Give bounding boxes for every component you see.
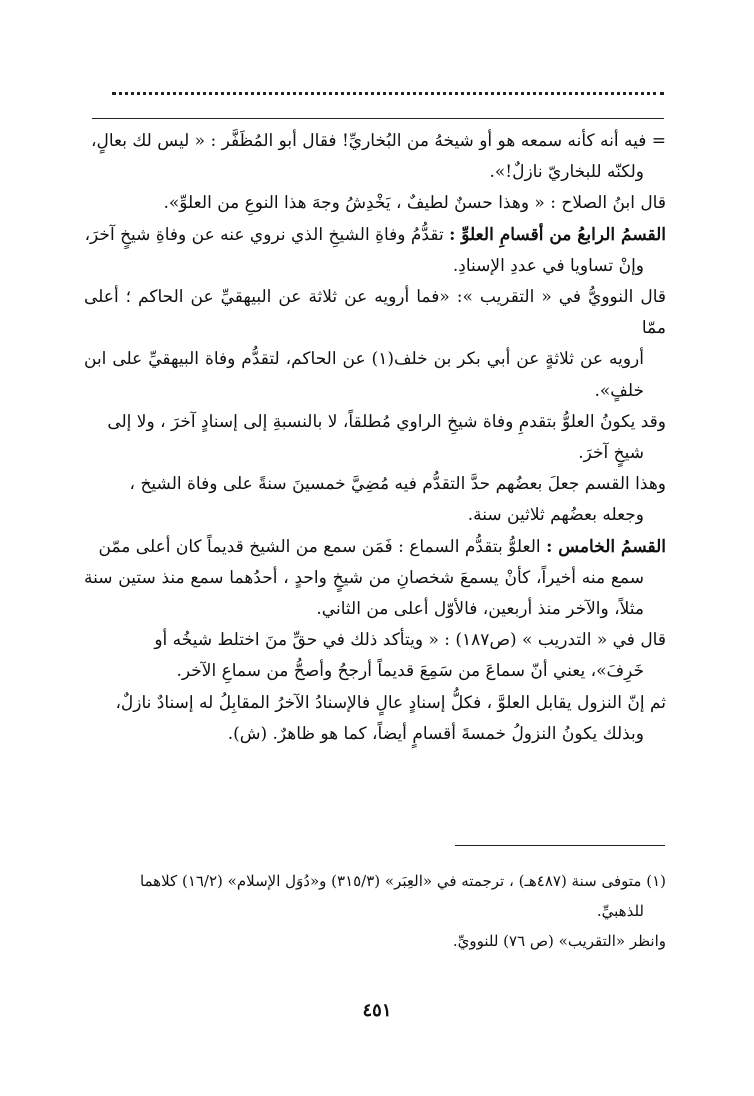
footnote-1-continuation: للذهبيِّ. xyxy=(596,902,644,920)
paragraph-2 xyxy=(84,188,666,219)
paragraph-1-line: = فيه أنه كأنه سمعه هو أو شيخهُ من البُخاريِّ! فقال أبو المُظَفَّر : « ليس لك بعالٍ، xyxy=(91,131,666,151)
paragraph-8-continuation: خَرِفَ»، يعني أنّ سماعَ من سَمِعَ قديماً أرجحُ وأصحُّ من سماعِ الآخر. xyxy=(176,661,644,682)
page-number: ٤٥١ xyxy=(362,1000,392,1021)
header-dotted-rule xyxy=(112,92,664,95)
paragraph-4-continuation: أرويه عن ثلاثةٍ عن أبي بكر بن خلف(١) عن الحاكم، لتقدُّم وفاة البيهقيِّ على ابن خلفٍ». xyxy=(84,349,644,401)
paragraph-9 xyxy=(84,688,666,750)
footnote-2-line: وانظر «التقريب» (ص ٧٦) للنوويِّ. xyxy=(452,932,666,950)
paragraph-7-line: العلوُّ بتقدُّم السماع : فَمَن سمع من الشيخ قديماً كان أعلى ممّن xyxy=(98,536,547,557)
paragraph-6-continuation: وجعله بعضُهم ثلاثين سنة. xyxy=(467,505,644,526)
header-solid-rule xyxy=(92,118,664,119)
footnotes xyxy=(84,866,666,956)
paragraph-8-line: قال في « التدريب » (ص١٨٧) : « ويتأكد ذلك في حقِّ منَ اختلط شيخُه أو xyxy=(154,630,666,651)
section-heading-fourth: القسمُ الرابعُ من أقسامِ العلوِّ : xyxy=(449,224,666,245)
paragraph-5 xyxy=(84,407,666,469)
paragraph-1 xyxy=(84,126,666,188)
paragraph-3-line: تقدُّمُ وفاةِ الشيخِ الذي نروي عنه عن وفاةِ شيخٍ آخرَ، xyxy=(84,224,450,245)
section-heading-fifth: القسمُ الخامس : xyxy=(546,536,666,557)
paragraph-8 xyxy=(84,625,666,687)
paragraph-4 xyxy=(84,282,666,407)
paragraph-9-line: ثم إنّ النزول يقابل العلوَّ ، فكلُّ إسنادٍ عالٍ فالإسنادُ الآخرُ المقابِلُ له إسنادٌ نازلٌ، xyxy=(115,692,666,713)
footnote-1-line: (١) متوفى سنة (٤٨٧هـ) ، ترجمته في «العِبَر» (٣١٥/٣) و«دُوَل الإسلام» (١٦/٢) كلاهما xyxy=(139,872,666,890)
paragraph-5-continuation: شيخٍ آخرَ. xyxy=(578,443,644,464)
paragraph-3-continuation: وإنْ تساويا في عددِ الإسنادِ. xyxy=(452,255,644,276)
paragraph-4-line: قال النوويُّ في « التقريب »: «فما أرويه عن ثلاثة عن البيهقيِّ عن الحاكم ؛ أعلى ممّا xyxy=(84,287,666,339)
footnote-2 xyxy=(84,926,666,956)
footnote-1 xyxy=(84,866,666,926)
paragraph-6 xyxy=(84,469,666,531)
paragraph-9-continuation: وبذلك يكونُ النزولُ خمسةَ أقسامٍ أيضاً، كما هو ظاهرٌ. (ش). xyxy=(227,723,644,744)
paragraph-7-continuation: سمع منه أخيراً، كأنْ يسمعَ شخصانِ من شيخٍ واحدٍ ، أحدُهما سمع منذ ستين سنة مثلاً، والآخر منذ أربعين، فالأوّل أعلى من الثاني. xyxy=(84,567,644,620)
main-text xyxy=(84,126,666,750)
footnote-rule xyxy=(455,845,665,846)
paragraph-5-line: وقد يكونُ العلوُّ بتقدمِ وفاة شيخِ الراوي مُطلقاً، لا بالنسبةِ إلى إسنادٍ آخرَ ، ولا إلى xyxy=(107,411,666,432)
paragraph-3 xyxy=(84,220,666,282)
paragraph-2-line: قال ابنُ الصلاح : « وهذا حسنٌ لطيفٌ ، يَخْدِشُ وجهَ هذا النوعِ من العلوِّ». xyxy=(163,193,666,214)
paragraph-7 xyxy=(84,532,666,626)
paragraph-1-continuation: ولكنّه للبخاريّ نازلٌ!». xyxy=(489,162,644,183)
paragraph-6-line: وهذا القسم جعلَ بعضُهم حدَّ التقدُّم فيه مُضِيَّ خمسينَ سنةً على وفاة الشيخ ، xyxy=(129,474,666,495)
